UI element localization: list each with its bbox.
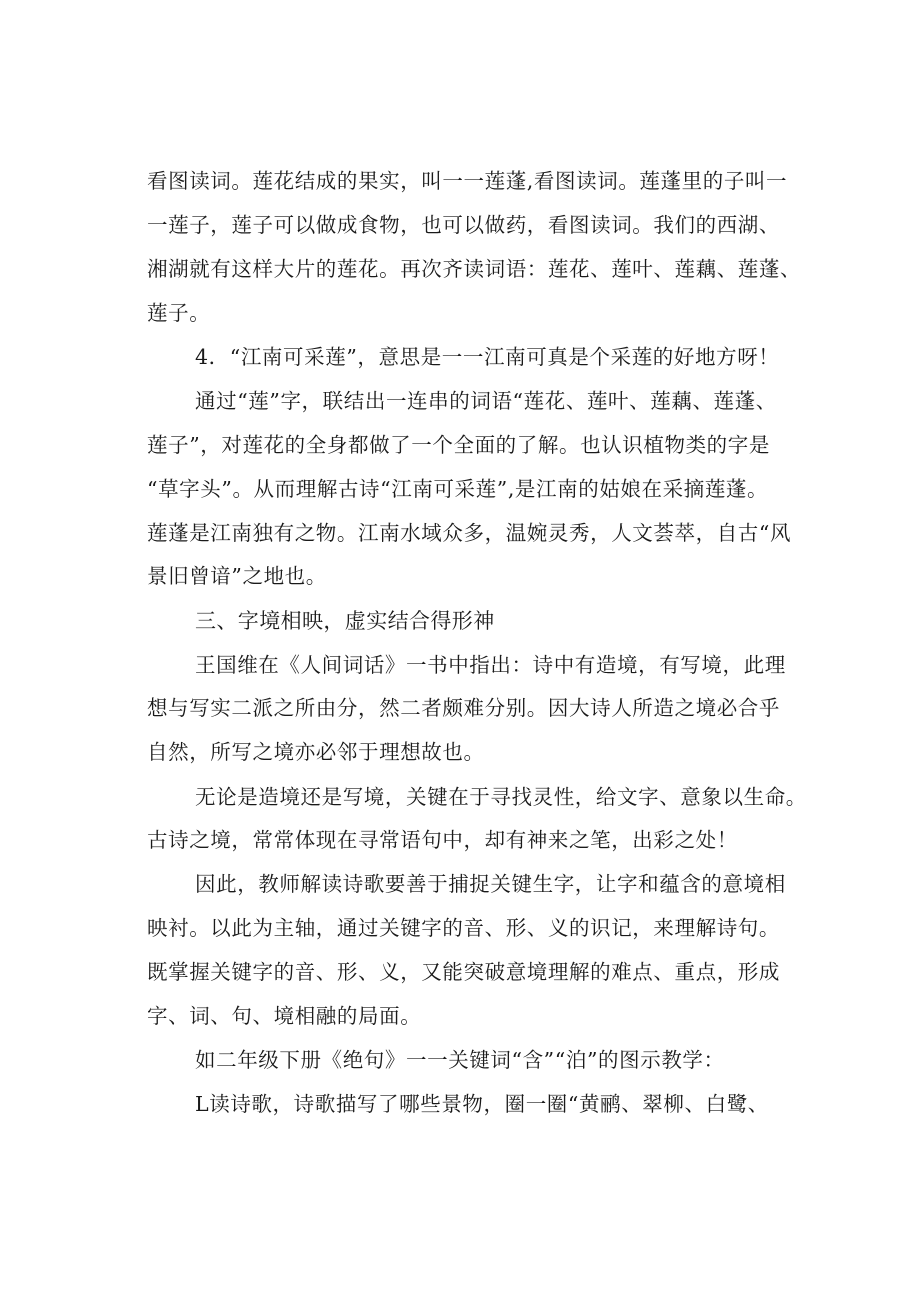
text-line: 既掌握关键字的音、形、义，又能突破意境理解的难点、重点，形成 bbox=[147, 960, 780, 984]
text-line: 莲子”，对莲花的全身都做了一个全面的了解。也认识植物类的字是 bbox=[147, 433, 770, 457]
text-line: 湘湖就有这样大片的莲花。再次齐读词语：莲花、莲叶、莲藕、莲蓬、 bbox=[147, 257, 802, 281]
text-line: 古诗之境，常常体现在寻常语句中，却有神来之笔，出彩之处！ bbox=[147, 828, 738, 852]
text-line: 映衬。以此为主轴，通过关键字的音、形、义的识记，来理解诗句。 bbox=[147, 916, 780, 940]
text-line: 因此，教师解读诗歌要善于捕捉关键生字，让字和蕴含的意境相 bbox=[195, 872, 786, 896]
text-line: 看图读词。莲花结成的果实，叫一一莲蓬,看图读词。莲蓬里的子叫一 bbox=[147, 169, 788, 193]
text-line: 王国维在《人间词话》一书中指出：诗中有造境，有写境，此理 bbox=[195, 653, 786, 677]
numbered-paragraph-4: 4．“江南可采莲”，意思是一一江南可真是个采莲的好地方呀！ bbox=[195, 345, 780, 369]
text-line: 一莲子，莲子可以做成食物，也可以做药，看图读词。我们的西湖、 bbox=[147, 213, 780, 237]
section-heading: 三、字境相映，虚实结合得形神 bbox=[195, 609, 495, 633]
text-line: 景旧曾谙”之地也。 bbox=[147, 564, 327, 588]
text-line: 自然，所写之境亦必邻于理想故也。 bbox=[147, 740, 485, 764]
text-line: 无论是造境还是写境，关键在于寻找灵性，给文字、意象以生命。 bbox=[195, 785, 807, 809]
text-line: 莲子。 bbox=[147, 301, 211, 325]
text-line: 字、词、句、境相融的局面。 bbox=[147, 1004, 422, 1028]
text-line: 如二年级下册《绝句》一一关键词“含”“泊”的图示教学： bbox=[195, 1048, 725, 1072]
text-line: L读诗歌，诗歌描写了哪些景物，圈一圈“黄鹂、翠柳、白鹭、 bbox=[195, 1092, 769, 1116]
text-line: 莲蓬是江南独有之物。江南水域众多，温婉灵秀，人文荟萃，自古“风 bbox=[147, 521, 792, 545]
text-line: “草字头”。从而理解古诗“江南可采莲”,是江南的姑娘在采摘莲蓬。 bbox=[147, 477, 769, 501]
text-line: 想与写实二派之所由分，然二者颇难分别。因大诗人所造之境必合乎 bbox=[147, 696, 780, 720]
text-line: 通过“莲”字，联结出一连串的词语“莲花、莲叶、莲藕、莲蓬、 bbox=[195, 389, 777, 413]
